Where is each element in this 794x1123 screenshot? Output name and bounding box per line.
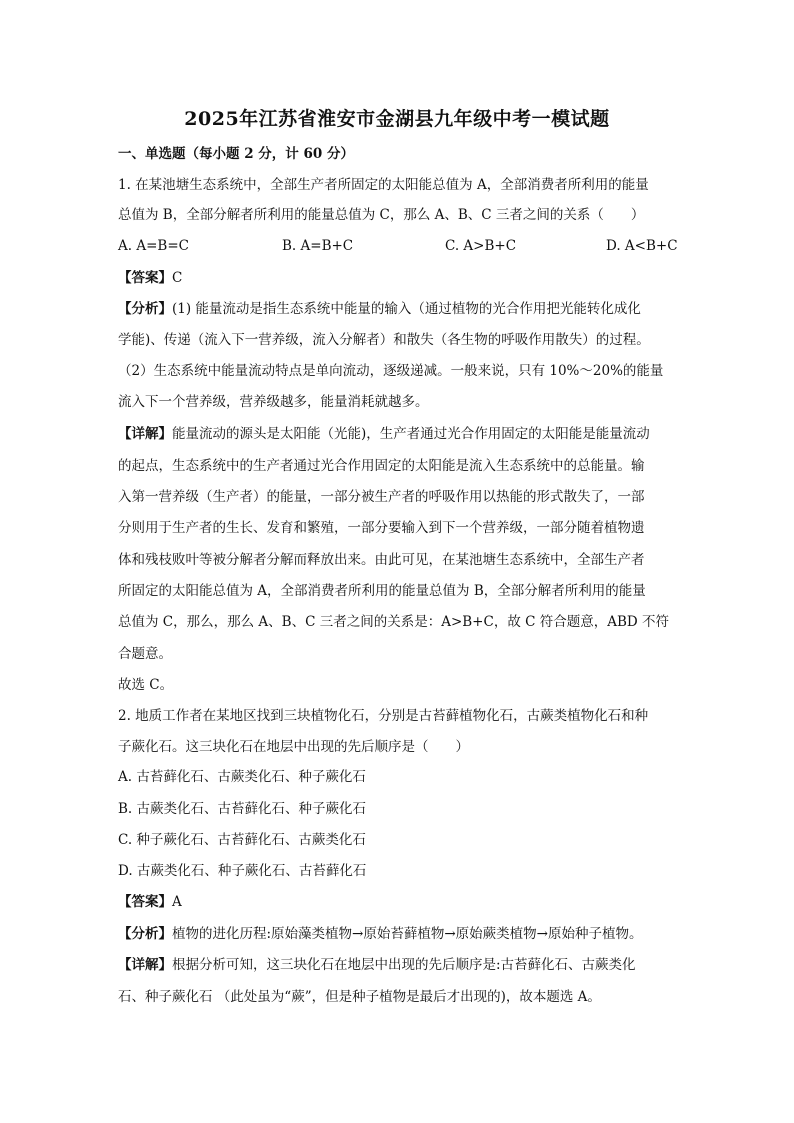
question-1-detail-line-8: 合题意。 — [118, 646, 172, 662]
question-2-answer — [118, 892, 678, 912]
question-1-analysis-line-1 — [118, 299, 678, 319]
detail-tag: 【详解】 — [118, 957, 172, 973]
answer-tag: 【答案】 — [118, 894, 172, 910]
question-1-detail-line-7: 总值为 C，那么，那么 A、B、C 三者之间的关系是：A>B+C，故 C 符合题意，ABD 不符 — [118, 614, 670, 630]
page-title: 2025年江苏省淮安市金湖县九年级中考一模试题 — [184, 108, 610, 130]
question-1-detail-line-5: 体和残枝败叶等被分解者分解而释放出来。由此可见，在某池塘生态系统中，全部生产者 — [118, 552, 645, 568]
answer-value: C — [172, 270, 183, 286]
question-1-detail-line-1 — [118, 424, 678, 444]
question-2-option-a: A. 古苔藓化石、古蕨类化石、种子蕨化石 — [118, 769, 366, 785]
analysis-tag: 【分析】 — [118, 301, 172, 317]
question-1-answer — [118, 268, 678, 288]
question-1-option-b: B. A=B+C — [282, 238, 354, 254]
question-2-detail-line-2: 石、种子蕨化石 （此处虽为“蕨”，但是种子植物是最后才出现的)，故本题选 A。 — [118, 989, 601, 1005]
section-heading: 一、单选题（每小题 2 分，计 60 分） — [118, 146, 354, 162]
question-1-analysis-line-3: （2）生态系统中能量流动特点是单向流动，逐级递减。一般来说，只有 10%～20%的能量 — [118, 363, 664, 379]
analysis-tag: 【分析】 — [118, 926, 172, 942]
question-1-option-d: D. A<B+C — [606, 238, 678, 254]
detail-text: 能量流动的源头是太阳能（光能)，生产者通过光合作用固定的太阳能是能量流动 — [172, 426, 650, 442]
question-1-text-line-2: 总值为 B，全部分解者所利用的能量总值为 C，那么 A、B、C 三者之间的关系（ ） — [118, 207, 645, 223]
question-1-analysis-line-4: 流入下一个营养级，营养级越多，能量消耗就越多。 — [118, 394, 429, 410]
question-1-option-a: A. A=B=C — [118, 238, 189, 254]
question-1-conclusion: 故选 C。 — [118, 677, 174, 693]
question-1-option-c: C. A>B+C — [445, 238, 517, 254]
question-2-text-line-2: 子蕨化石。这三块化石在地层中出现的先后顺序是（ ） — [118, 739, 469, 755]
question-2-detail-line-1 — [118, 955, 678, 975]
answer-value: A — [172, 894, 182, 910]
question-1-detail-line-2: 的起点，生态系统中的生产者通过光合作用固定的太阳能是流入生态系统中的总能量。输 — [118, 458, 645, 474]
question-1-analysis-line-2: 学能)、传递（流入下一营养级，流入分解者）和散失（各生物的呼吸作用散失）的过程。 — [118, 332, 650, 348]
analysis-text: 植物的进化历程:原始藻类植物→原始苔藓植物→原始蕨类植物→原始种子植物。 — [172, 926, 643, 942]
question-2-option-c: C. 种子蕨化石、古苔藓化石、古蕨类化石 — [118, 832, 366, 848]
question-2-option-b: B. 古蕨类化石、古苔藓化石、种子蕨化石 — [118, 801, 367, 817]
question-1-text-line-1: 1. 在某池塘生态系统中，全部生产者所固定的太阳能总值为 A，全部消费者所利用的能量 — [118, 177, 649, 193]
question-2-option-d: D. 古蕨类化石、种子蕨化石、古苔藓化石 — [118, 863, 367, 879]
detail-text: 根据分析可知，这三块化石在地层中出现的先后顺序是:古苔藓化石、古蕨类化 — [172, 957, 636, 973]
question-1-detail-line-6: 所固定的太阳能总值为 A，全部消费者所利用的能量总值为 B，全部分解者所利用的能量 — [118, 583, 646, 599]
question-1-detail-line-3: 入第一营养级（生产者）的能量，一部分被生产者的呼吸作用以热能的形式散失了，一部 — [118, 489, 645, 505]
question-1-detail-line-4: 分则用于生产者的生长、发育和繁殖，一部分要输入到下一个营养级，一部分随着植物遗 — [118, 520, 645, 536]
question-2-analysis-line-1 — [118, 924, 678, 944]
question-2-text-line-1: 2. 地质工作者在某地区找到三块植物化石，分别是古苔藓植物化石，古蕨类植物化石和种 — [118, 708, 649, 724]
analysis-text: (1) 能量流动是指生态系统中能量的输入（通过植物的光合作用把光能转化成化 — [172, 301, 641, 317]
answer-tag: 【答案】 — [118, 270, 172, 286]
detail-tag: 【详解】 — [118, 426, 172, 442]
